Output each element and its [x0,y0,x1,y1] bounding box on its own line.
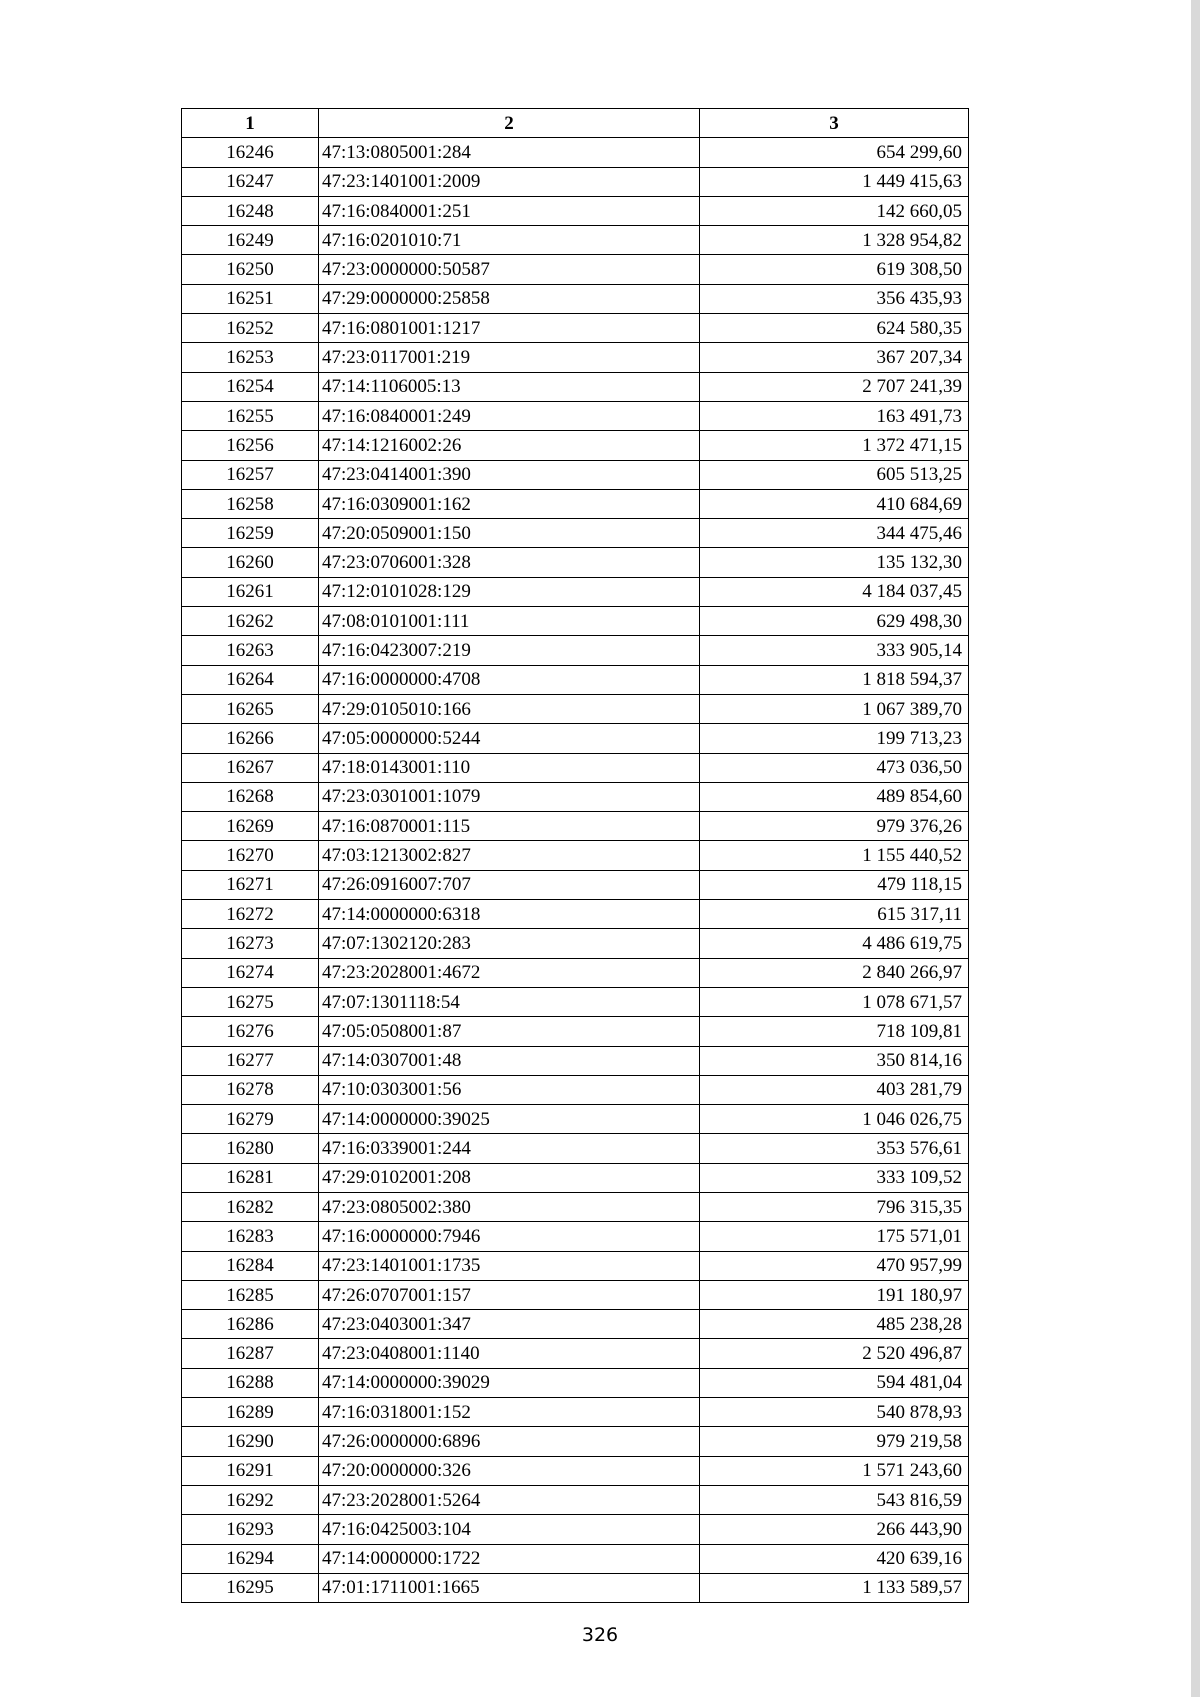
cadastral-number-cell: 47:13:0805001:284 [319,138,700,167]
cadastral-number-cell: 47:20:0000000:326 [319,1456,700,1485]
value-cell: 356 435,93 [700,284,969,313]
value-cell: 410 684,69 [700,489,969,518]
row-number-cell: 16275 [182,987,319,1016]
table-row [182,1105,969,1134]
row-number-cell: 16273 [182,929,319,958]
value-cell: 1 046 026,75 [700,1105,969,1134]
value-cell: 4 184 037,45 [700,577,969,606]
row-number-cell: 16252 [182,314,319,343]
table-row [182,607,969,636]
value-cell: 1 328 954,82 [700,226,969,255]
table-row [182,1398,969,1427]
value-cell: 489 854,60 [700,782,969,811]
cadastral-number-cell: 47:03:1213002:827 [319,841,700,870]
cadastral-number-cell: 47:14:0307001:48 [319,1046,700,1075]
page-number: 326 [581,1624,619,1646]
cadastral-number-cell: 47:16:0840001:251 [319,196,700,225]
cadastral-number-cell: 47:14:0000000:39025 [319,1105,700,1134]
table-row [182,1456,969,1485]
row-number-cell: 16264 [182,665,319,694]
table-row [182,753,969,782]
table-row [182,343,969,372]
value-cell: 479 118,15 [700,870,969,899]
row-number-cell: 16256 [182,431,319,460]
row-number-cell: 16270 [182,841,319,870]
cadastral-number-cell: 47:14:1216002:26 [319,431,700,460]
row-number-cell: 16276 [182,1017,319,1046]
value-cell: 979 376,26 [700,812,969,841]
table-row [182,929,969,958]
cadastral-number-cell: 47:23:1401001:2009 [319,167,700,196]
row-number-cell: 16251 [182,284,319,313]
cadastral-number-cell: 47:01:1711001:1665 [319,1573,700,1602]
table-row [182,314,969,343]
value-cell: 979 219,58 [700,1427,969,1456]
value-cell: 353 576,61 [700,1134,969,1163]
row-number-cell: 16259 [182,519,319,548]
value-cell: 2 707 241,39 [700,372,969,401]
cadastral-number-cell: 47:23:0301001:1079 [319,782,700,811]
row-number-cell: 16261 [182,577,319,606]
value-cell: 1 067 389,70 [700,694,969,723]
table-row [182,1368,969,1397]
row-number-cell: 16279 [182,1105,319,1134]
cadastral-number-cell: 47:23:0117001:219 [319,343,700,372]
value-cell: 796 315,35 [700,1192,969,1221]
row-number-cell: 16265 [182,694,319,723]
row-number-cell: 16267 [182,753,319,782]
row-number-cell: 16262 [182,607,319,636]
table-row [182,372,969,401]
cadastral-number-cell: 47:05:0000000:5244 [319,724,700,753]
cadastral-number-cell: 47:05:0508001:87 [319,1017,700,1046]
cadastral-number-cell: 47:14:0000000:39029 [319,1368,700,1397]
value-cell: 266 443,90 [700,1515,969,1544]
cadastral-number-cell: 47:07:1302120:283 [319,929,700,958]
value-cell: 333 905,14 [700,636,969,665]
cadastral-number-cell: 47:23:0000000:50587 [319,255,700,284]
table-row [182,987,969,1016]
table-row [182,870,969,899]
table-row [182,1544,969,1573]
value-cell: 605 513,25 [700,460,969,489]
table-body [182,138,969,1603]
cadastral-number-cell: 47:16:0201010:71 [319,226,700,255]
row-number-cell: 16266 [182,724,319,753]
cadastral-number-cell: 47:23:1401001:1735 [319,1251,700,1280]
value-cell: 543 816,59 [700,1485,969,1514]
row-number-cell: 16278 [182,1075,319,1104]
row-number-cell: 16255 [182,401,319,430]
table-row [182,548,969,577]
row-number-cell: 16248 [182,196,319,225]
value-cell: 1 155 440,52 [700,841,969,870]
table-row [182,1515,969,1544]
row-number-cell: 16284 [182,1251,319,1280]
cadastral-number-cell: 47:16:0318001:152 [319,1398,700,1427]
value-cell: 142 660,05 [700,196,969,225]
table-row [182,1046,969,1075]
table-row [182,226,969,255]
value-cell: 485 238,28 [700,1310,969,1339]
table-row [182,1134,969,1163]
row-number-cell: 16274 [182,958,319,987]
column-header-3: 3 [700,109,969,138]
value-cell: 135 132,30 [700,548,969,577]
table-row [182,1075,969,1104]
cadastral-number-cell: 47:16:0840001:249 [319,401,700,430]
cadastral-number-cell: 47:16:0339001:244 [319,1134,700,1163]
row-number-cell: 16289 [182,1398,319,1427]
table-row [182,958,969,987]
value-cell: 4 486 619,75 [700,929,969,958]
cadastral-number-cell: 47:29:0105010:166 [319,694,700,723]
row-number-cell: 16263 [182,636,319,665]
table-row [182,1427,969,1456]
row-number-cell: 16268 [182,782,319,811]
value-cell: 540 878,93 [700,1398,969,1427]
row-number-cell: 16294 [182,1544,319,1573]
value-cell: 175 571,01 [700,1222,969,1251]
table-row [182,782,969,811]
table-row [182,812,969,841]
cadastral-number-cell: 47:14:0000000:6318 [319,900,700,929]
value-cell: 594 481,04 [700,1368,969,1397]
value-cell: 1 133 589,57 [700,1573,969,1602]
row-number-cell: 16290 [182,1427,319,1456]
row-number-cell: 16254 [182,372,319,401]
value-cell: 350 814,16 [700,1046,969,1075]
row-number-cell: 16282 [182,1192,319,1221]
cadastral-number-cell: 47:18:0143001:110 [319,753,700,782]
value-cell: 2 520 496,87 [700,1339,969,1368]
value-cell: 403 281,79 [700,1075,969,1104]
value-cell: 619 308,50 [700,255,969,284]
row-number-cell: 16277 [182,1046,319,1075]
cadastral-number-cell: 47:23:0706001:328 [319,548,700,577]
row-number-cell: 16249 [182,226,319,255]
cadastral-number-cell: 47:16:0000000:7946 [319,1222,700,1251]
row-number-cell: 16280 [182,1134,319,1163]
table-row [182,431,969,460]
value-cell: 1 818 594,37 [700,665,969,694]
row-number-cell: 16293 [182,1515,319,1544]
row-number-cell: 16269 [182,812,319,841]
value-cell: 1 078 671,57 [700,987,969,1016]
cadastral-number-cell: 47:16:0801001:1217 [319,314,700,343]
table-row [182,577,969,606]
value-cell: 473 036,50 [700,753,969,782]
cadastral-number-cell: 47:16:0423007:219 [319,636,700,665]
cadastral-number-cell: 47:20:0509001:150 [319,519,700,548]
row-number-cell: 16288 [182,1368,319,1397]
value-cell: 420 639,16 [700,1544,969,1573]
value-cell: 199 713,23 [700,724,969,753]
cadastral-number-cell: 47:08:0101001:111 [319,607,700,636]
value-cell: 615 317,11 [700,900,969,929]
cadastral-number-cell: 47:16:0309001:162 [319,489,700,518]
row-number-cell: 16292 [182,1485,319,1514]
table-row [182,1573,969,1602]
row-number-cell: 16295 [182,1573,319,1602]
row-number-cell: 16246 [182,138,319,167]
value-cell: 333 109,52 [700,1163,969,1192]
table-row [182,694,969,723]
table-row [182,519,969,548]
cadastral-number-cell: 47:23:2028001:5264 [319,1485,700,1514]
cadastral-number-cell: 47:26:0707001:157 [319,1280,700,1309]
row-number-cell: 16272 [182,900,319,929]
table-row [182,460,969,489]
cadastral-number-cell: 47:29:0102001:208 [319,1163,700,1192]
table-row [182,138,969,167]
value-cell: 1 372 471,15 [700,431,969,460]
row-number-cell: 16287 [182,1339,319,1368]
table-row [182,401,969,430]
row-number-cell: 16283 [182,1222,319,1251]
row-number-cell: 16271 [182,870,319,899]
table-row [182,1251,969,1280]
table-row [182,841,969,870]
table-row [182,1017,969,1046]
table-row [182,489,969,518]
table-row [182,255,969,284]
cadastral-number-cell: 47:23:0408001:1140 [319,1339,700,1368]
cadastral-number-cell: 47:29:0000000:25858 [319,284,700,313]
cadastral-number-cell: 47:23:0403001:347 [319,1310,700,1339]
cadastral-number-cell: 47:26:0000000:6896 [319,1427,700,1456]
table-row [182,900,969,929]
cadastral-number-cell: 47:23:2028001:4672 [319,958,700,987]
row-number-cell: 16253 [182,343,319,372]
cadastral-number-cell: 47:16:0870001:115 [319,812,700,841]
table-row [182,1280,969,1309]
value-cell: 624 580,35 [700,314,969,343]
value-cell: 163 491,73 [700,401,969,430]
row-number-cell: 16247 [182,167,319,196]
row-number-cell: 16291 [182,1456,319,1485]
table-row [182,1222,969,1251]
value-cell: 629 498,30 [700,607,969,636]
cadastral-number-cell: 47:14:1106005:13 [319,372,700,401]
data-table-container [181,108,969,1603]
row-number-cell: 16285 [182,1280,319,1309]
row-number-cell: 16257 [182,460,319,489]
column-header-1: 1 [182,109,319,138]
value-cell: 191 180,97 [700,1280,969,1309]
value-cell: 718 109,81 [700,1017,969,1046]
table-row [182,1163,969,1192]
table-row [182,196,969,225]
row-number-cell: 16258 [182,489,319,518]
table-header-row [182,109,969,138]
table-row [182,284,969,313]
cadastral-number-cell: 47:23:0805002:380 [319,1192,700,1221]
table-row [182,1310,969,1339]
cadastral-number-cell: 47:26:0916007:707 [319,870,700,899]
table-row [182,1192,969,1221]
cadastral-number-cell: 47:07:1301118:54 [319,987,700,1016]
value-cell: 2 840 266,97 [700,958,969,987]
row-number-cell: 16286 [182,1310,319,1339]
value-cell: 1 449 415,63 [700,167,969,196]
table-row [182,636,969,665]
value-cell: 654 299,60 [700,138,969,167]
table-row [182,167,969,196]
table-row [182,1339,969,1368]
cadastral-number-cell: 47:23:0414001:390 [319,460,700,489]
table-row [182,724,969,753]
value-cell: 1 571 243,60 [700,1456,969,1485]
value-cell: 367 207,34 [700,343,969,372]
column-header-2: 2 [319,109,700,138]
cadastral-number-cell: 47:12:0101028:129 [319,577,700,606]
row-number-cell: 16260 [182,548,319,577]
value-cell: 344 475,46 [700,519,969,548]
data-table [181,108,969,1603]
value-cell: 470 957,99 [700,1251,969,1280]
row-number-cell: 16281 [182,1163,319,1192]
row-number-cell: 16250 [182,255,319,284]
cadastral-number-cell: 47:14:0000000:1722 [319,1544,700,1573]
table-row [182,665,969,694]
cadastral-number-cell: 47:10:0303001:56 [319,1075,700,1104]
page-edge [1191,0,1200,1697]
cadastral-number-cell: 47:16:0000000:4708 [319,665,700,694]
table-row [182,1485,969,1514]
cadastral-number-cell: 47:16:0425003:104 [319,1515,700,1544]
